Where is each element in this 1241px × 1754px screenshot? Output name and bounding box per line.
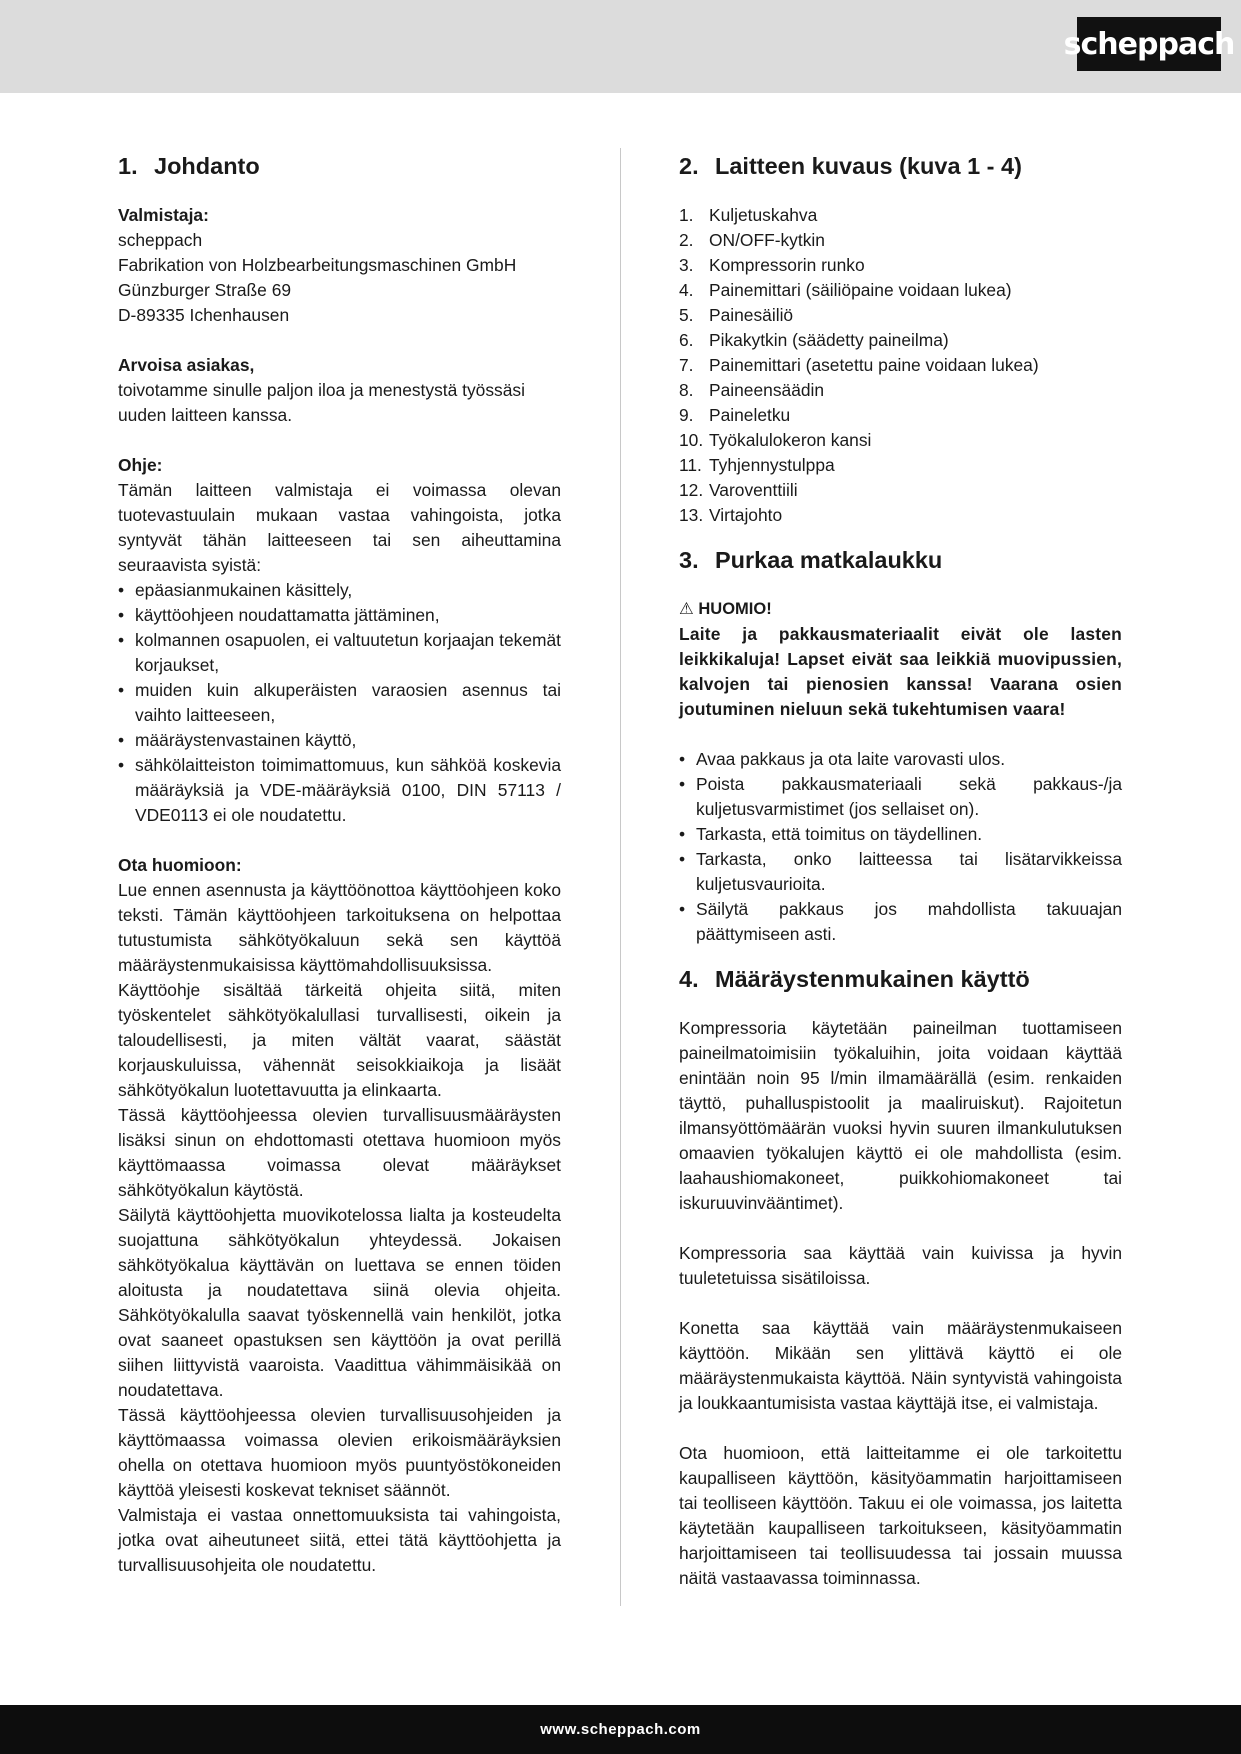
list-item: 3. Kompressorin runko — [679, 255, 865, 275]
manufacturer-line: Günzburger Straße 69 — [118, 280, 292, 300]
manufacturer-line: Fabrikation von Holzbearbeitungsmaschinen GmbH — [118, 255, 517, 275]
note-text: Tämän laitteen valmistaja ei voimassa olevan tuotevastuulain mukaan vastaa vahingoista, jotka syntyvät tähän laitteeseen tai sen aiheuttamina seuraavista syistä: — [118, 480, 561, 575]
list-item: • käyttöohjeen noudattamatta jättäminen, — [118, 603, 561, 628]
customer-text: toivotamme sinulle paljon iloa ja menestystä työssäsi uuden laitteen kanssa. — [118, 380, 525, 425]
list-item: 9. Paineletku — [679, 405, 791, 425]
manufacturer-line: scheppach — [118, 230, 203, 250]
manufacturer-line: D-89335 Ichenhausen — [118, 305, 290, 325]
column-divider — [620, 148, 621, 1606]
use-paragraph: Kompressoria saa käyttää vain kuivissa ja hyvin tuuletetuissa sisätiloissa. — [679, 1243, 1122, 1288]
section-heading-johdanto: 1. Johdanto — [118, 153, 260, 179]
list-item: • määräystenvastainen käyttö, — [118, 728, 561, 753]
list-item: 11. Tyhjennystulppa — [679, 455, 835, 475]
section-heading-purkaa: 3. Purkaa matkalaukku — [679, 547, 943, 573]
section-heading-laitteen-kuvaus: 2. Laitteen kuvaus (kuva 1 - 4) — [679, 153, 1022, 179]
list-item: 8. Paineensäädin — [679, 380, 825, 400]
list-item: 7. Painemittari (asetettu paine voidaan lukea) — [679, 355, 1039, 375]
attention-paragraph: Säilytä käyttöohjetta muovikotelossa lialta ja kosteudelta suojattuna sähkötyökalun yhteydessä. Jokaisen sähkötyökalua käyttävän on luettava se ennen töiden aloitusta ja noudatettava siinä olevia ohjeita. Sähkötyökalulla saavat työskennellä vain henkilöt, jotka ovat saaneet opastuksen sen käyttöön ja ovat perillä siihen liittyvistä vaaroista. Vaadittua vähimmäisikää on noudatettava. — [118, 1205, 561, 1400]
warning-triangle-icon: ⚠ — [679, 600, 694, 618]
attention-paragraph: Tässä käyttöohjeessa olevien turvallisuusmääräysten lisäksi sinun on ehdottomasti otettava huomioon myös käyttömaassa voimassa olevat määräykset sähkötyökalun käytöstä. — [118, 1105, 561, 1200]
list-item: 12. Varoventtiili — [679, 480, 798, 500]
attention-paragraph: Valmistaja ei vastaa onnettomuuksista tai vahingoista, jotka ovat aiheutuneet siitä, ettei tätä käyttöohjetta ja turvallisuusohjeita ole noudatettu. — [118, 1505, 561, 1575]
attention-paragraph: Lue ennen asennusta ja käyttöönottoa käyttöohjeen koko teksti. Tämän käyttöohjeen tarkoituksena on helpottaa tutustumista sähkötyökaluun sekä sen käyttöä määräystenmukaisissa käyttömahdollisuuksissa. — [118, 880, 561, 975]
footer-url-link[interactable]: www.scheppach.com — [540, 1721, 701, 1738]
list-item: • Säilytä pakkaus jos mahdollista takuuajan päättymiseen asti. — [679, 897, 1122, 947]
header-band — [0, 0, 1241, 93]
list-item: 1. Kuljetuskahva — [679, 205, 818, 225]
manufacturer-label: Valmistaja: — [118, 205, 209, 225]
customer-label: Arvoisa asiakas, — [118, 355, 255, 375]
list-item: • Poista pakkausmateriaali sekä pakkaus-/ja kuljetusvarmistimet (jos sellaiset on). — [679, 772, 1122, 822]
list-item: • epäasianmukainen käsittely, — [118, 578, 561, 603]
note-label: Ohje: — [118, 455, 163, 475]
footer-bar — [0, 1705, 1241, 1754]
list-item: • muiden kuin alkuperäisten varaosien asennus tai vaihto laitteeseen, — [118, 678, 561, 728]
list-item: 13. Virtajohto — [679, 505, 783, 525]
use-paragraph: Konetta saa käyttää vain määräystenmukaiseen käyttöön. Mikään sen ylittävä käyttö ei ole määräystenmukaista käyttöä. Näin syntyvistä vahingoista ja loukkaantumisista vastaa käyttäjä itse, ei valmistaja. — [679, 1318, 1122, 1413]
warning-text: Laite ja pakkausmateriaalit eivät ole lasten leikkikaluja! Lapset eivät saa leikkiä muovipussien, kalvojen tai pienosien kanssa! Vaarana osien joutuminen nieluun sekä tukehtumisen vaara! — [679, 624, 1122, 719]
list-item: 5. Painesäiliö — [679, 305, 794, 325]
list-item: 4. Painemittari (säiliöpaine voidaan lukea) — [679, 280, 1012, 300]
attention-label: Ota huomioon: — [118, 855, 242, 875]
attention-paragraph: Käyttöohje sisältää tärkeitä ohjeita siitä, miten työskentelet sähkötyökalullasi turvallisesti, oikein ja taloudellisesti, ja miten vältät vaarat, säästät korjauskuluissa, vähennät seisokkiaikoja ja lisäät sähkötyökalun luotettavuutta ja elinkaarta. — [118, 980, 561, 1100]
list-item: 10. Työkalulokeron kansi — [679, 430, 872, 450]
list-item: 6. Pikakytkin (säädetty paineilma) — [679, 330, 949, 350]
list-item: • kolmannen osapuolen, ei valtuutetun korjaajan tekemät korjaukset, — [118, 628, 561, 678]
use-paragraph: Ota huomioon, että laitteitamme ei ole tarkoitettu kaupalliseen käyttöön, käsityöammatin harjoittamiseen tai teolliseen käyttöön. Takuu ei ole voimassa, jos laitetta käytetään kaupalliseen tarkoitukseen, käsityöammatin harjoittamiseen tai teollisuudessa tai jossain muussa näitä vastaavassa toiminnassa. — [679, 1443, 1122, 1588]
warning-title: ⚠ HUOMIO! — [679, 600, 772, 618]
note-bullet-list — [118, 578, 561, 828]
list-item: • Tarkasta, että toimitus on täydellinen. — [679, 822, 1122, 847]
section-heading-kaytto: 4. Määräystenmukainen käyttö — [679, 966, 1030, 992]
list-item: • Avaa pakkaus ja ota laite varovasti ulos. — [679, 747, 1122, 772]
unpack-bullet-list — [679, 747, 1122, 947]
parts-list — [679, 203, 1122, 528]
list-item: • sähkölaitteiston toimimattomuus, kun sähköä koskevia määräyksiä ja VDE-määräyksiä 0100, DIN 57113 / VDE0113 ei ole noudatettu. — [118, 753, 561, 828]
use-paragraph: Kompressoria käytetään paineilman tuottamiseen paineilmatoimisiin työkaluihin, joita voidaan käyttää enintään noin 95 l/min ilmamäärällä (esim. renkaiden täyttö, puhalluspistoolit ja maaliruiskut). Rajoitetun ilmansyöttömäärän vuoksi hyvin suuren ilmankulutuksen omaavien työkalujen käyttö ei ole mahdollista (esim. laahaushiomakoneet, puikkohiomakoneet tai iskuruuvinvääntimet). — [679, 1018, 1122, 1213]
left-column — [118, 150, 561, 1578]
attention-paragraph: Tässä käyttöohjeessa olevien turvallisuusohjeiden ja käyttömaassa voimassa olevien erikoismääräyksien ohella on otettava huomioon myös puuntyöstökoneiden käyttöä yleisesti koskevat tekniset säännöt. — [118, 1405, 561, 1500]
list-item: 2. ON/OFF-kytkin — [679, 230, 825, 250]
list-item: • Tarkasta, onko laitteessa tai lisätarvikkeissa kuljetusvaurioita. — [679, 847, 1122, 897]
scheppach-logo: scheppach — [1077, 17, 1221, 71]
right-column — [679, 150, 1122, 1591]
